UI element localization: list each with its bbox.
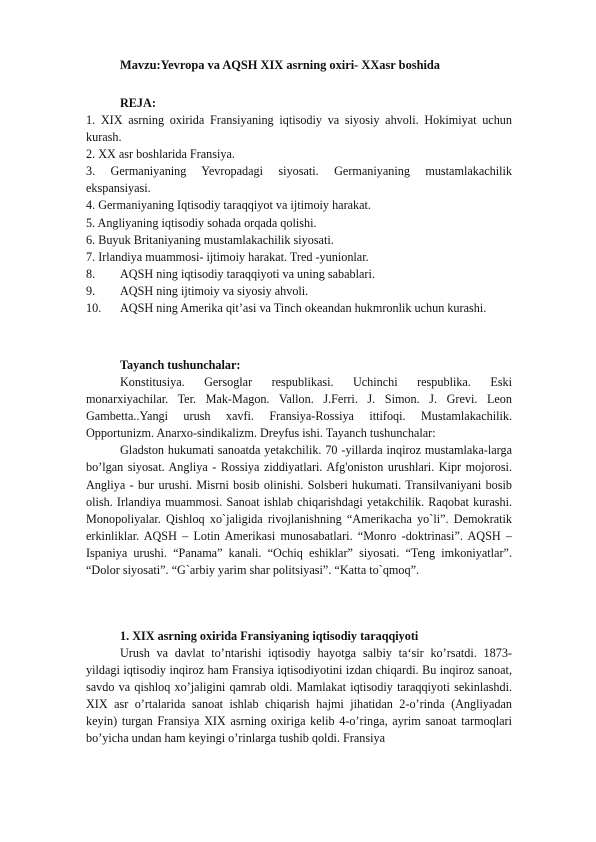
plan-item: 7. Irlandiya muammosi- ijtimoiy harakat. Tred -yunionlar.: [86, 249, 369, 264]
section-body: [86, 645, 512, 748]
document-title: Mavzu:Yevropa va AQSH XIX asrning oxiri- XXasr boshida: [120, 58, 441, 72]
plan-item-number: 9.: [86, 283, 96, 298]
section-paragraph: Urush va davlat to’ntarishi iqtisodiy hayotga salbiy ta‘sir ko’rsatdi. 1873-yildagi iqtisodiy inqiroz ham Fransiya iqtisodiyotini izdan chiqardi. Bu inqiroz sanoat, savdo va qishloq xo’jaligini qamrab oldi. Mamlakat iqtisodiy taraqqiyoti sekinlashdi. XIX asr o’rtalarida sanoat ishlab chiqarish hajmi jihatidan 2-o’rinda (Angliyadan keyin) turgan Fransiya XIX asrning oxiriga kelib 4-o’ringa, ayrim sanoat tarmoqlari bo’yicha undan ham keyingi o’rinlarga tushib qoldi. Fransiya: [86, 646, 512, 746]
plan-item-number: 8.: [86, 266, 96, 281]
plan-item-text: AQSH ning Amerika qit’asi va Tinch okeandan hukmronlik uchun kurashi.: [120, 301, 487, 316]
concepts-paragraph: Konstitusiya. Gersoglar respublikasi. Uchinchi respublika. Eski monarxiyachilar. Ter. Mak-Magon. Vallon. J.Ferri. J. Simon. J. Grevi. Leon Gambetta..Yangi urush xavfi. Fransiya-Rossiya ittifoqi. Mustamlakachilik. Opportunizm. Anarxo-sindikalizm. Dreyfus ishi. Tayanch tushunchalar:: [86, 375, 512, 441]
plan-item: [86, 283, 512, 300]
plan-item: 6. Buyuk Britaniyaning mustamlakachilik siyosati.: [86, 232, 334, 247]
plan-item: 4. Germaniyaning Iqtisodiy taraqqiyot va ijtimoiy harakat.: [86, 198, 371, 213]
concepts-heading: Tayanch tushunchalar:: [120, 358, 241, 372]
plan-item-text: AQSH ning ijtimoiy va siyosiy ahvoli.: [120, 283, 309, 298]
plan-item-text: AQSH ning iqtisodiy taraqqiyoti va uning sabablari.: [120, 266, 375, 281]
plan-item-number: 10.: [86, 301, 102, 316]
plan-item: 5. Angliyaning iqtisodiy sohada orqada qolishi.: [86, 215, 317, 230]
plan-heading: REJA:: [120, 96, 156, 110]
section-heading: 1. XIX asrning oxirida Fransiyaning iqtisodiy taraqqiyoti: [120, 629, 419, 643]
plan-list: [86, 112, 512, 317]
plan-item: [86, 266, 512, 283]
plan-item: 2. XX asr boshlarida Fransiya.: [86, 147, 235, 162]
concepts-paragraph: Gladston hukumati sanoatda yetakchilik. 70 -yillarda inqiroz mustamlaka-larga bo’lgan siyosat. Angliya - Rossiya ziddiyatlari. Afg'oniston urushlari. Kipr mojorosi. Angliya - bur urushi. Misrni bosib olinishi. Solsberi hukumati. Transilvaniyani bosib olish. Irlandiya muammosi. Sanoat ishlab chiqarishdagi yetakchilik. Raqobat kurashi. Monopoliyalar. Qishloq xo`jaligida rivojlanishning “Amerikacha yo`li”. Demokratik erkinliklar. AQSH – Lotin Amerikasi munosabatlari. “Monro -doktrinasi”. AQSH –Ispaniya urushi. “Panama” kanali. “Ochiq eshiklar” siyosati. “Teng imkoniyatlar”. “Dolor siyosati”. “G`arbiy yarim shar politsiyasi”. “Katta to`qmoq”.: [86, 443, 512, 578]
plan-item: [86, 300, 512, 317]
plan-item: 1. XIX asrning oxirida Fransiyaning iqtisodiy va siyosiy ahvoli. Hokimiyat uchun kurash.: [86, 113, 512, 145]
concepts-body: [86, 374, 512, 579]
plan-item: 3. Germaniyaning Yevropadagi siyosati. Germaniyaning mustamlakachilik ekspansiyasi.: [86, 164, 512, 196]
